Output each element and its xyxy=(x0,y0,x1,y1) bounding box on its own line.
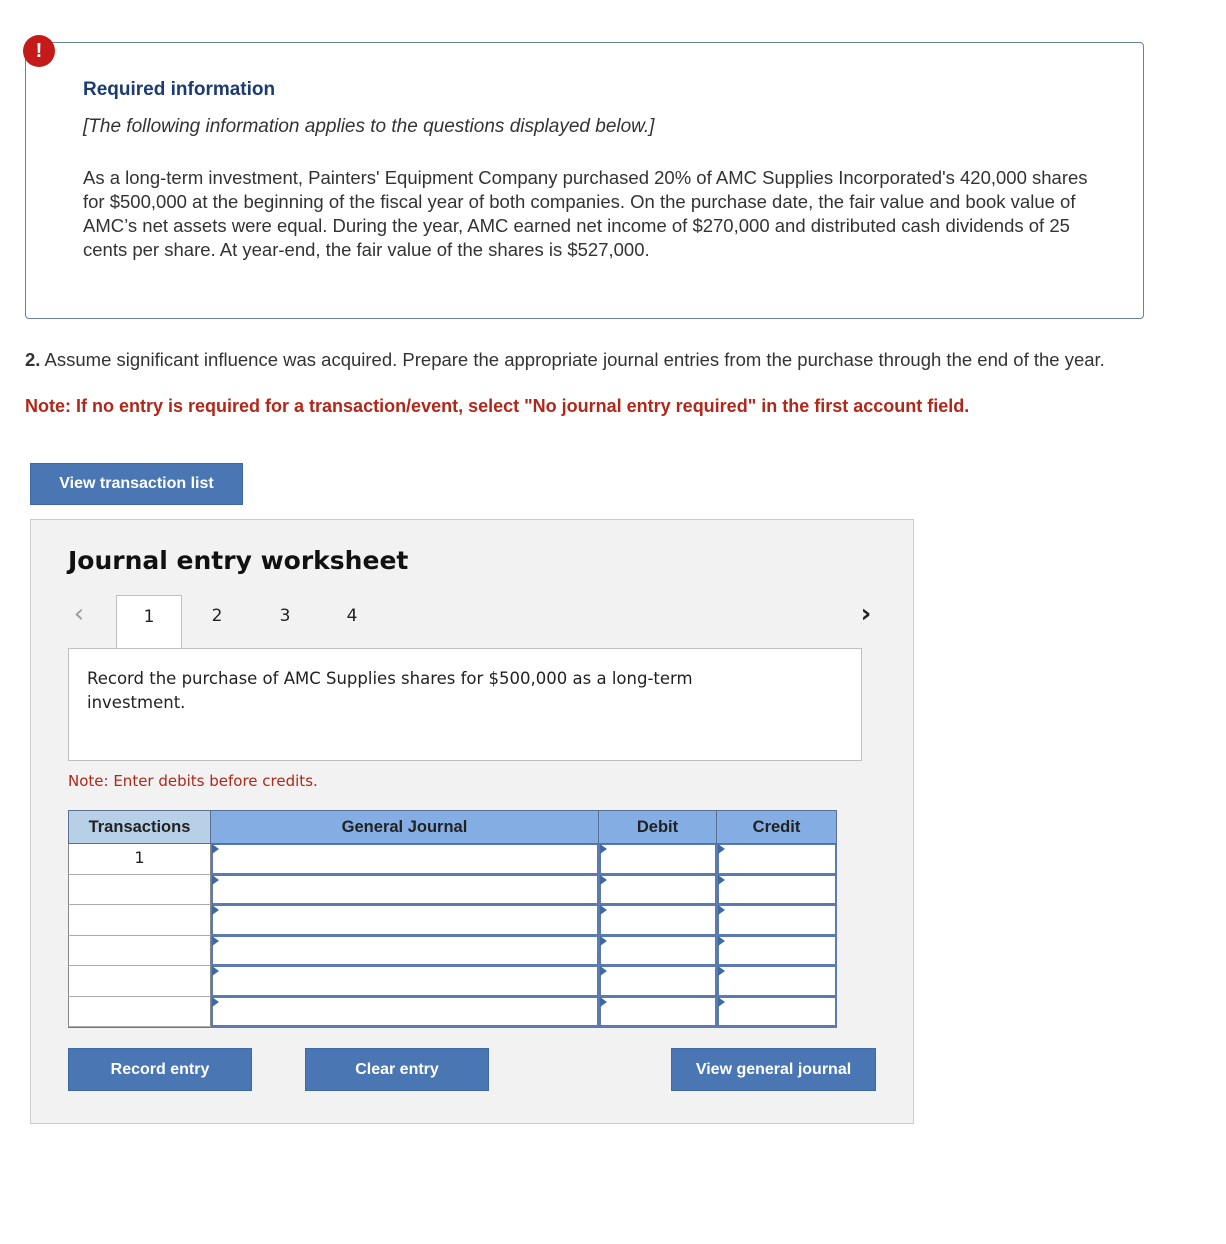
col-debit: Debit xyxy=(599,810,717,844)
credit-input[interactable] xyxy=(717,844,837,875)
col-transactions: Transactions xyxy=(68,810,211,844)
tab-1[interactable]: 1 xyxy=(116,595,182,649)
chevron-left-icon[interactable]: ‹ xyxy=(73,599,85,629)
debit-input[interactable] xyxy=(599,936,717,967)
col-general-journal: General Journal xyxy=(211,810,599,844)
debit-input[interactable] xyxy=(599,875,717,906)
account-input[interactable] xyxy=(211,875,599,906)
account-input[interactable] xyxy=(211,936,599,967)
exclamation-icon: ! xyxy=(23,35,55,67)
view-transaction-list-button[interactable]: View transaction list xyxy=(30,463,243,505)
journal-table xyxy=(68,810,837,1028)
transaction-number xyxy=(68,875,211,906)
debit-input[interactable] xyxy=(599,844,717,875)
view-general-journal-button[interactable]: View general journal xyxy=(671,1048,876,1091)
tab-3[interactable]: 3 xyxy=(279,606,291,626)
debits-credits-note: Note: Enter debits before credits. xyxy=(68,772,318,790)
transaction-number xyxy=(68,905,211,936)
question-text xyxy=(25,348,1195,372)
transaction-description-box xyxy=(68,648,862,761)
table-row xyxy=(68,905,837,936)
credit-input[interactable] xyxy=(717,966,837,997)
transaction-number: 1 xyxy=(68,844,211,875)
question-note: Note: If no entry is required for a transaction/event, select "No journal entry required" in the first account field. xyxy=(25,396,970,416)
col-credit: Credit xyxy=(717,810,837,844)
chevron-right-icon[interactable]: › xyxy=(860,599,872,629)
info-title: Required information xyxy=(83,79,276,100)
credit-input[interactable] xyxy=(717,997,837,1028)
credit-input[interactable] xyxy=(717,936,837,967)
account-input[interactable] xyxy=(211,966,599,997)
question-number: 2. xyxy=(25,349,41,370)
account-input[interactable] xyxy=(211,905,599,936)
info-subtitle: [The following information applies to the questions displayed below.] xyxy=(83,116,655,137)
tab-2[interactable]: 2 xyxy=(211,606,223,626)
journal-entry-worksheet xyxy=(30,519,914,1124)
required-information-box xyxy=(25,42,1144,319)
record-entry-button[interactable]: Record entry xyxy=(68,1048,252,1091)
tab-4[interactable]: 4 xyxy=(346,606,358,626)
table-row xyxy=(68,844,837,875)
debit-input[interactable] xyxy=(599,905,717,936)
credit-input[interactable] xyxy=(717,905,837,936)
table-row xyxy=(68,997,837,1028)
info-body: As a long-term investment, Painters' Equipment Company purchased 20% of AMC Supplies Incorporated's 420,000 shares for $500,000 at the beginning of the fiscal year of both companies. On the purchase date, the fair value and book value of AMC’s net assets were equal. During the year, AMC earned net income of $270,000 and distributed cash dividends of 25 cents per share. At year-end, the fair value of the shares is $527,000. xyxy=(83,167,1088,260)
journal-table-header xyxy=(68,810,837,844)
question-body: Assume significant influence was acquired. Prepare the appropriate journal entries from the purchase through the end of the year. xyxy=(40,349,1105,370)
transaction-description: Record the purchase of AMC Supplies shares for $500,000 as a long-term investment. xyxy=(87,669,693,712)
worksheet-title: Journal entry worksheet xyxy=(68,546,409,575)
transaction-number xyxy=(68,997,211,1028)
account-input[interactable] xyxy=(211,844,599,875)
table-row xyxy=(68,875,837,906)
debit-input[interactable] xyxy=(599,966,717,997)
credit-input[interactable] xyxy=(717,875,837,906)
debit-input[interactable] xyxy=(599,997,717,1028)
table-row xyxy=(68,936,837,967)
clear-entry-button[interactable]: Clear entry xyxy=(305,1048,489,1091)
transaction-number xyxy=(68,966,211,997)
account-input[interactable] xyxy=(211,997,599,1028)
table-row xyxy=(68,966,837,997)
transaction-number xyxy=(68,936,211,967)
